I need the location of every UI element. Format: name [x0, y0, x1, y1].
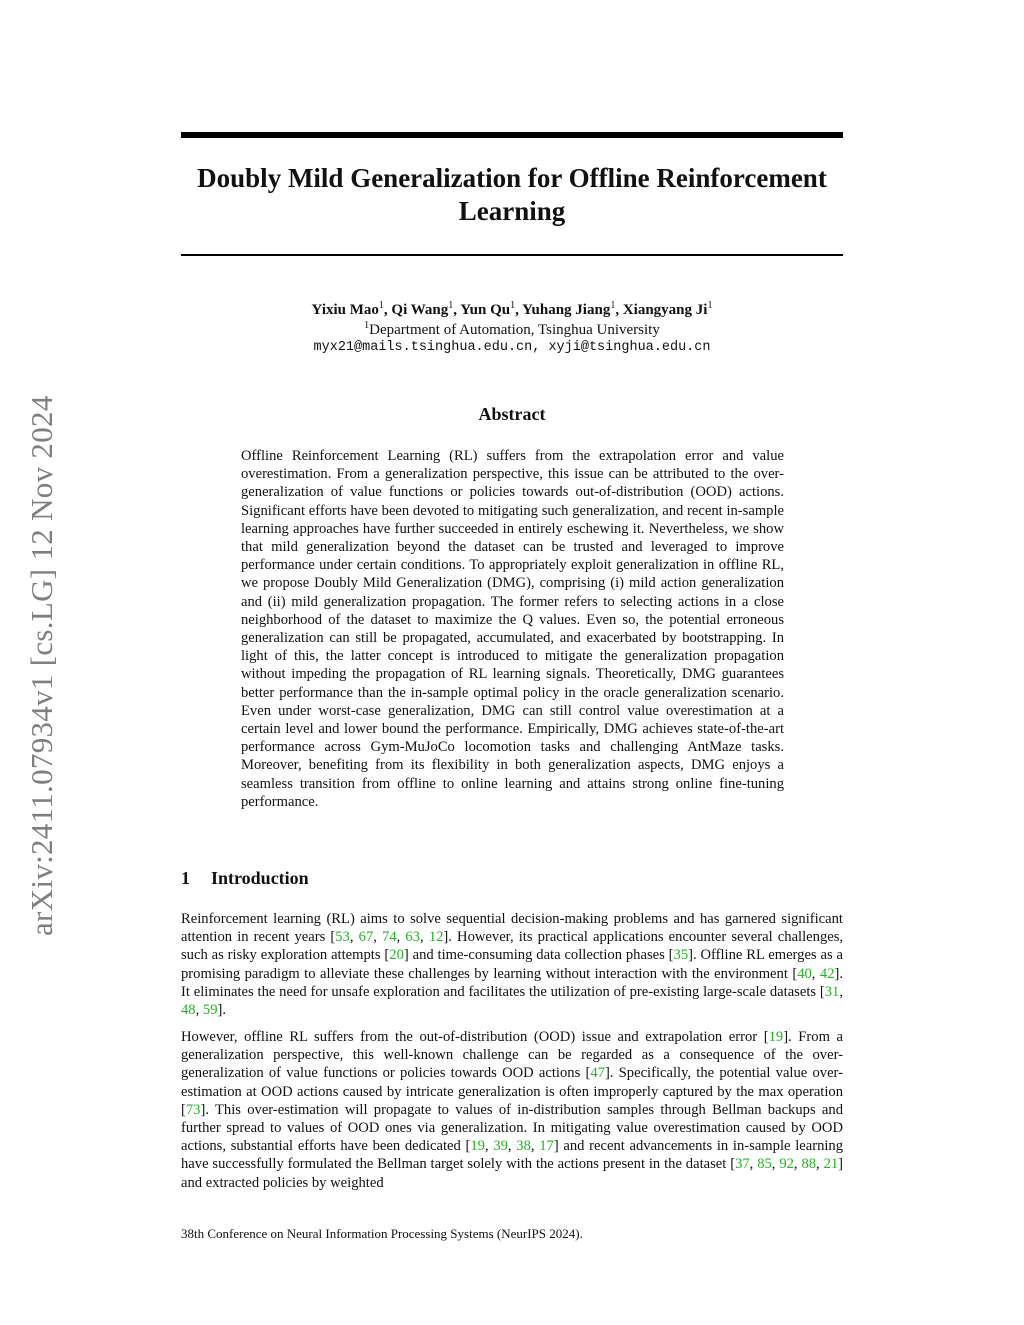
citation-link[interactable]: 17 — [539, 1138, 554, 1155]
author-name: Yixiu Mao — [311, 302, 379, 318]
section-title: Introduction — [211, 868, 309, 888]
arxiv-sidebar-id: arXiv:2411.07934v1 [cs.LG] 12 Nov 2024 — [24, 395, 59, 936]
citation-link[interactable]: 88 — [801, 1156, 817, 1173]
citation-link[interactable]: 38 — [516, 1138, 531, 1155]
author-name: Yun Qu — [460, 302, 511, 318]
section-heading — [181, 868, 309, 889]
affiliation — [181, 320, 843, 339]
citation-link[interactable]: 35 — [673, 947, 689, 964]
citation-link[interactable]: 74 — [382, 929, 397, 946]
citation-link[interactable]: 67 — [358, 929, 374, 946]
citation-link[interactable]: 48 — [181, 1002, 196, 1019]
abstract-heading: Abstract — [478, 404, 546, 424]
author-emails: myx21@mails.tsinghua.edu.cn, xyji@tsinghua.edu.cn — [313, 340, 711, 355]
author-affil-mark: 1 — [510, 300, 516, 311]
abstract-text: Offline Reinforcement Learning (RL) suffers from the extrapolation error and value overestimation. From a generalization perspective, this issue can be attributed to the over-generalization of value functions or policies towards out-of-distribution (OOD) actions. Significant efforts have been devoted to mitigating such generalization, and recent in-sample learning approaches have further succeeded in entirely eschewing it. Nevertheless, we show that mild generalization beyond the dataset can be trusted and leveraged to improve performance under certain conditions. To appropriately exploit generalization in offline RL, we propose Doubly Mild Generalization (DMG), comprising (i) mild action generalization and (ii) mild generalization propagation. The former refers to selecting actions in a close neighborhood of the dataset to maximize the Q values. Even so, the potential erroneous generalization can still be propagated, accumulated, and exacerbated by bootstrapping. In light of this, the latter concept is introduced to mitigate the generalization propagation without impeding the propagation of RL learning signals. Theoretically, DMG guarantees better performance than the in-sample optimal policy in the oracle generalization scenario. Even under worst-case generalization, DMG can still control value overestimation at a certain level and lower bound the performance. Empirically, DMG achieves state-of-the-art performance across Gym-MuJoCo locomotion tasks and challenging AntMaze tasks. Moreover, benefiting from its flexibility in both generalization aspects, DMG enjoys a seamless transition from offline to online learning and attains strong online fine-tuning performance. — [241, 448, 784, 810]
paper-title: Doubly Mild Generalization for Offline Reinforcement Learning — [197, 163, 827, 226]
author-affil-mark: 1 — [448, 300, 454, 311]
intro-paragraph-1: Reinforcement learning (RL) aims to solve sequential decision-making problems and has garnered significant attention in recent years [53, 67, 74, 63, 12]. However, its practical applications encounter several challenges, such as risky exploration attempts [20] and time-consuming data collection phases [35]. Offline RL emerges as a promising paradigm to alleviate these challenges by learning without interaction with the environment [40, 42]. It eliminates the need for unsafe exploration and facilitates the utilization of pre-existing large-scale datasets [31, 48, 59]. — [181, 911, 844, 1019]
citation-link[interactable]: 21 — [823, 1156, 839, 1173]
section-number: 1 — [181, 868, 190, 888]
conference-footer: 38th Conference on Neural Information Processing Systems (NeurIPS 2024). — [181, 1226, 583, 1241]
citation-link[interactable]: 19 — [470, 1138, 485, 1155]
author-affil-mark: 1 — [610, 300, 616, 311]
author-list: Yixiu Mao$^1$, Qi Wang$^1$, Yun Qu$^1$, Yuhang Jiang$^1$, Xiangyang Ji$^1$ — [311, 300, 713, 318]
citation-link[interactable]: 92 — [779, 1156, 794, 1173]
citation-link[interactable]: 85 — [757, 1156, 772, 1173]
citation-link[interactable]: 31 — [824, 983, 840, 1000]
citation-link[interactable]: 42 — [819, 965, 835, 982]
citation-link[interactable]: 59 — [202, 1002, 218, 1019]
citation-link[interactable]: 19 — [768, 1029, 784, 1045]
citation-link[interactable]: 47 — [590, 1065, 605, 1082]
title-top-rule — [181, 132, 843, 138]
author-affil-mark: 1 — [707, 300, 713, 311]
affiliation-text: Department of Automation, Tsinghua University — [369, 322, 660, 338]
citation-link[interactable]: 73 — [185, 1101, 201, 1118]
citation-link[interactable]: 53 — [335, 929, 350, 946]
intro-paragraph-2: However, offline RL suffers from the out-of-distribution (OOD) issue and extrapolation error [19]. From a generalization perspective, this well-known challenge can be regarded as a consequence of the over-generalization of value functions or policies towards OOD actions [47]. Specifically, the potential value over-estimation at OOD actions caused by intricate generalization is often improperly captured by the max operation [73]. This over-estimation will propagate to values of in-distribution samples through Bellman backups and further spread to values of OOD ones via generalization. In mitigating value overestimation caused by OOD actions, substantial efforts have been dedicated [19, 39, 38, 17] and recent advancements in in-sample learning have successfully formulated the Bellman target solely with the actions present in the dataset [37, 85, 92, 88, 21] and extracted policies by weighted — [181, 1029, 844, 1191]
affil-mark: 1 — [364, 320, 370, 331]
citation-link[interactable]: 20 — [389, 947, 404, 964]
citation-link[interactable]: 40 — [797, 965, 812, 982]
citation-link[interactable]: 37 — [735, 1156, 750, 1173]
citation-link[interactable]: 39 — [493, 1138, 508, 1155]
citation-link[interactable]: 63 — [405, 929, 421, 946]
author-name: Xiangyang Ji — [622, 302, 708, 318]
author-name: Qi Wang — [391, 302, 449, 318]
author-affil-mark: 1 — [378, 300, 384, 311]
title-bottom-rule — [181, 254, 843, 256]
author-name: Yuhang Jiang — [522, 302, 611, 318]
citation-link[interactable]: 12 — [428, 929, 444, 946]
